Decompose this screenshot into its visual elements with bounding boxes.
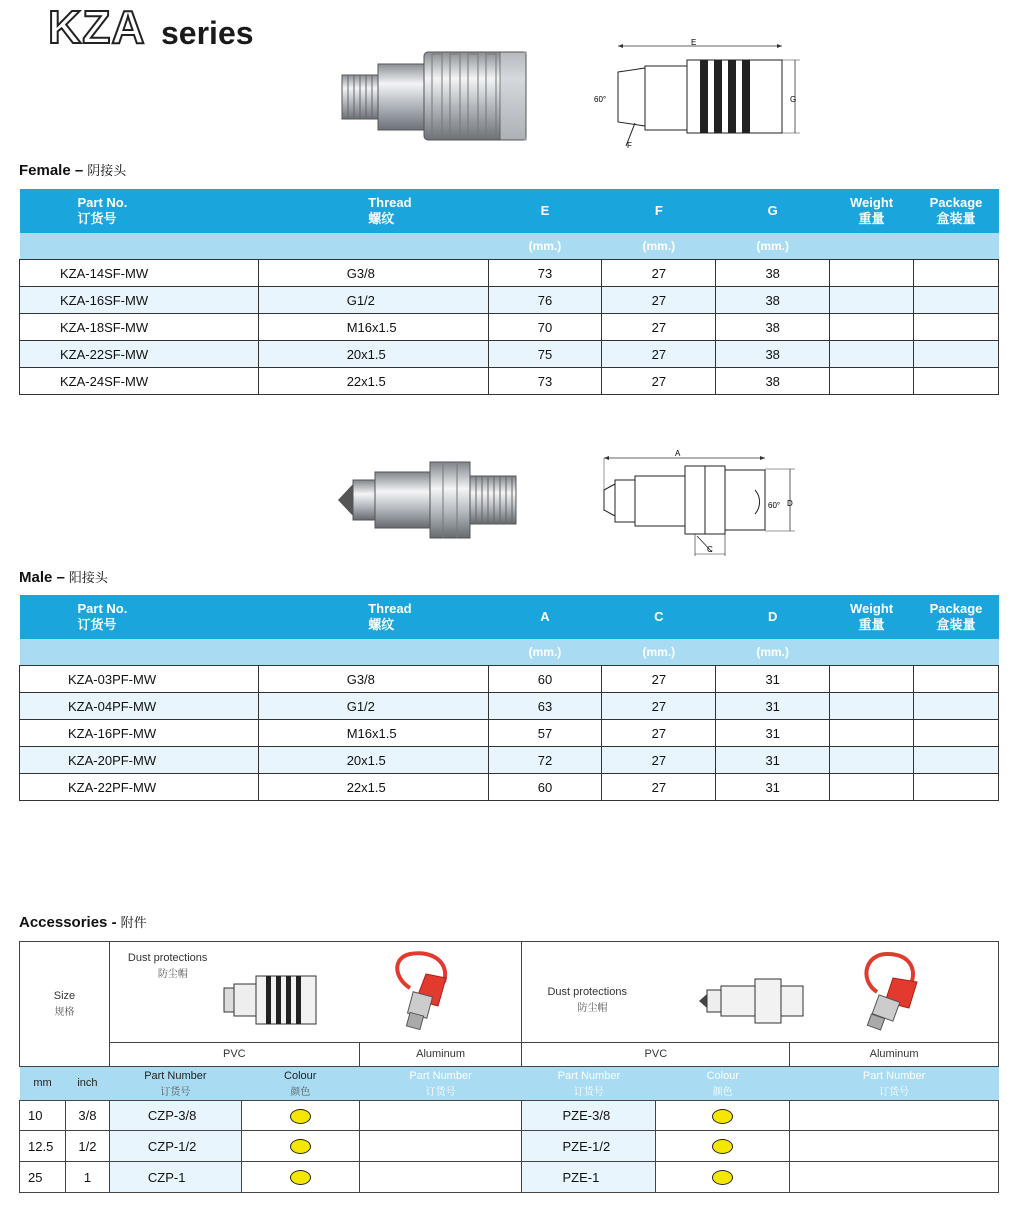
unit-c: (mm.) [602, 639, 716, 666]
female-dust-cap-cell: Dust protections 防尘帽 [109, 942, 522, 1043]
table-row: KZA-24SF-MW 22x1.5 73 27 38 [20, 368, 999, 395]
male-aluminum-part-header: Part Number 订货号 [790, 1067, 999, 1101]
header-package: Package 盒装量 [914, 189, 999, 233]
table-row: KZA-22PF-MW 22x1.5 60 27 31 [20, 774, 999, 801]
table-row: KZA-14SF-MW G3/8 73 27 38 [20, 260, 999, 287]
header-part: Part No. 订货号 [20, 189, 259, 233]
header-a: A [488, 595, 602, 639]
table-row: 25 1 CZP-1 PZE-1 [20, 1162, 999, 1193]
yellow-colour-swatch [656, 1101, 790, 1131]
yellow-colour-swatch [241, 1131, 359, 1162]
diagram-d-label: D [787, 499, 793, 508]
diagram-f-label: F [627, 141, 632, 150]
male-dimension-drawing [597, 446, 802, 561]
yellow-colour-swatch [656, 1131, 790, 1162]
brand-series: series [161, 15, 254, 51]
male-spec-table [19, 595, 999, 801]
male-dust-cap-cell: Dust protections 防尘帽 [522, 942, 999, 1043]
header-e: E [488, 189, 602, 233]
table-row: 12.5 1/2 CZP-1/2 PZE-1/2 [20, 1131, 999, 1162]
mm-header: mm [20, 1067, 66, 1101]
unit-f: (mm.) [602, 233, 716, 260]
diagram-g-label: G [790, 95, 797, 104]
male-aluminum-header: Aluminum [790, 1043, 999, 1067]
female-aluminum-part-header: Part Number 订货号 [359, 1067, 522, 1101]
female-pvc-header: PVC [109, 1043, 359, 1067]
female-dimension-drawing [590, 38, 805, 153]
yellow-colour-swatch [656, 1162, 790, 1193]
male-pvc-header: PVC [522, 1043, 790, 1067]
header-f: F [602, 189, 716, 233]
table-row: KZA-22SF-MW 20x1.5 75 27 38 [20, 341, 999, 368]
unit-a: (mm.) [488, 639, 602, 666]
table-row: KZA-16SF-MW G1/2 76 27 38 [20, 287, 999, 314]
female-colour-header: Colour 颜色 [241, 1067, 359, 1101]
female-pvc-part-header: Part Number 订货号 [109, 1067, 241, 1101]
header-weight: Weight 重量 [830, 595, 914, 639]
diagram-angle-label: 60° [768, 501, 781, 510]
header-g: G [716, 189, 830, 233]
male-colour-header: Colour 颜色 [656, 1067, 790, 1101]
yellow-colour-swatch [241, 1162, 359, 1193]
header-d: D [716, 595, 830, 639]
header-weight: Weight 重量 [830, 189, 914, 233]
unit-e: (mm.) [488, 233, 602, 260]
table-row: KZA-16PF-MW M16x1.5 57 27 31 [20, 720, 999, 747]
header-thread: Thread 螺纹 [258, 189, 488, 233]
male-section-title: Male – 阳接头 [19, 569, 108, 586]
unit-g: (mm.) [716, 233, 830, 260]
brand-model: KZA [48, 1, 146, 53]
header-part: Part No. 订货号 [20, 595, 259, 639]
accessories-table [19, 941, 999, 1193]
size-header: Size 规格 [20, 942, 110, 1067]
unit-d: (mm.) [716, 639, 830, 666]
female-coupler-icon [220, 972, 320, 1028]
table-row: 10 3/8 CZP-3/8 PZE-3/8 [20, 1101, 999, 1131]
red-dust-cap-icon [388, 948, 458, 1036]
diagram-a-label: A [675, 449, 681, 458]
accessories-section-title: Accessories - 附件 [19, 914, 147, 931]
red-dust-cap-icon [857, 948, 927, 1036]
diagram-angle-label: 60° [594, 95, 607, 104]
header-c: C [602, 595, 716, 639]
female-aluminum-header: Aluminum [359, 1043, 522, 1067]
table-row: KZA-18SF-MW M16x1.5 70 27 38 [20, 314, 999, 341]
inch-header: inch [65, 1067, 109, 1101]
female-coupler-photo [340, 42, 530, 142]
table-row: KZA-03PF-MW G3/8 60 27 31 [20, 666, 999, 693]
header-thread: Thread 螺纹 [258, 595, 488, 639]
male-coupler-icon [697, 976, 807, 1026]
diagram-e-label: E [691, 38, 697, 47]
male-pvc-part-header: Part Number 订货号 [522, 1067, 656, 1101]
table-row: KZA-20PF-MW 20x1.5 72 27 31 [20, 747, 999, 774]
diagram-c-label: C [707, 545, 713, 554]
table-row: KZA-04PF-MW G1/2 63 27 31 [20, 693, 999, 720]
female-section-title: Female – 阴接头 [19, 162, 127, 179]
male-coupler-photo [335, 458, 520, 543]
yellow-colour-swatch [241, 1101, 359, 1131]
female-spec-table [19, 189, 999, 395]
header-package: Package 盒装量 [914, 595, 999, 639]
